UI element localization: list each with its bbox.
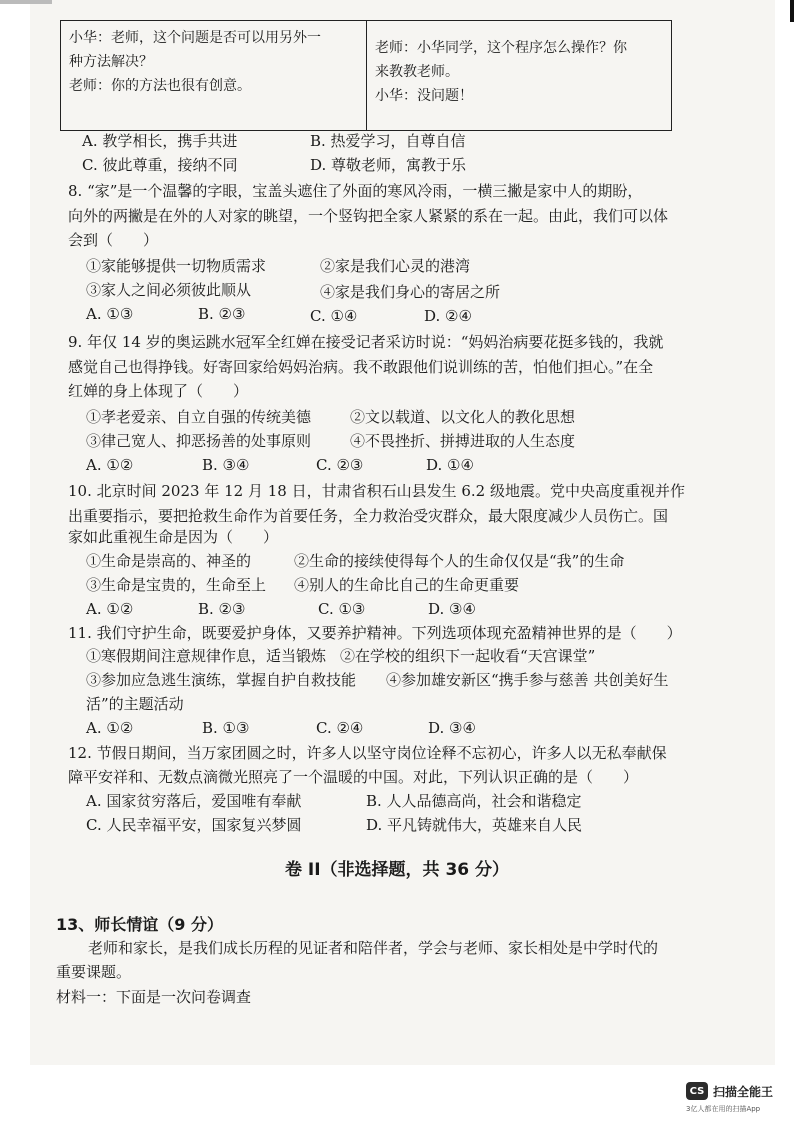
q11-option-c: C. ②④: [316, 719, 364, 737]
q10-stem-line-1: 10. 北京时间 2023 年 12 月 18 日，甘肃省积石山县发生 6.2 级地震。党中央高度重视并作: [68, 482, 685, 500]
q10-statement-1: ①生命是崇高的、神圣的: [86, 552, 252, 570]
q12-option-b: B. 人人品德高尚，社会和谐稳定: [366, 792, 582, 810]
q13-paragraph-line-1: 老师和家长，是我们成长历程的见证者和陪伴者，学会与老师、家长相处是中学时代的: [88, 939, 659, 957]
q9-stem-line-3: 红婵的身上体现了（ ）: [68, 382, 249, 400]
q12-option-d: D. 平凡铸就伟大，英雄来自人民: [366, 816, 583, 834]
q13-paragraph-line-2: 重要课题。: [56, 963, 132, 981]
q7-option-a: A. 教学相长，携手共进: [82, 132, 238, 150]
q8-option-a: A. ①③: [86, 305, 134, 323]
dialogue-right-line-1: 老师：小华同学，这个程序怎么操作？你: [375, 40, 627, 56]
q11-option-d: D. ③④: [428, 719, 476, 737]
scanner-logo: [686, 1082, 773, 1100]
q10-stem-line-2: 出重要指示，要把抢救生命作为首要任务，全力救治受灾群众，最大限度减少人员伤亡。国: [68, 507, 669, 525]
q11-option-a: A. ①②: [86, 719, 134, 737]
page-edge-shadow: [0, 0, 52, 4]
q8-statement-2: ②家是我们心灵的港湾: [320, 257, 471, 275]
cs-logo-icon: CS: [686, 1082, 708, 1100]
q11-statement-2: ②在学校的组织下一起收看“天宫课堂”: [340, 647, 596, 665]
dialogue-right-line-2: 来教教老师。: [375, 64, 459, 80]
q10-option-d: D. ③④: [428, 600, 476, 618]
q11-statement-1: ①寒假期间注意规律作息，适当锻炼: [86, 647, 327, 665]
dialogue-right-line-3: 小华：没问题！: [375, 88, 473, 104]
q12-stem-line-2: 障平安祥和、无数点滴微光照亮了一个温暖的中国。对此，下列认识正确的是（ ）: [68, 768, 639, 786]
q12-option-a: A. 国家贫穷落后，爱国唯有奉献: [86, 792, 302, 810]
q10-option-a: A. ①②: [86, 600, 134, 618]
q9-option-b: B. ③④: [202, 456, 250, 474]
q11-statement-4: ④参加雄安新区“携手参与慈善 共创美好生: [386, 671, 669, 689]
q7-option-c: C. 彼此尊重，接纳不同: [82, 156, 238, 174]
q12-stem-line-1: 12. 节假日期间，当万家团圆之时，许多人以坚守岗位诠释不忘初心，许多人以无私奉献保: [68, 744, 667, 762]
scanner-logo-name: 扫描全能王: [713, 1084, 774, 1099]
q8-statement-3: ③家人之间必须彼此顺从: [86, 281, 252, 299]
q9-statement-2: ②文以载道、以文化人的教化思想: [350, 408, 576, 426]
q11-statement-3: ③参加应急逃生演练，掌握自护自救技能: [86, 671, 357, 689]
q11-statement-4-cont: 活”的主题活动: [86, 695, 184, 713]
q8-statement-1: ①家能够提供一切物质需求: [86, 257, 267, 275]
q9-statement-3: ③律己宽人、抑恶扬善的处事原则: [86, 432, 312, 450]
dialogue-left-line-3: 老师：你的方法也很有创意。: [69, 78, 251, 94]
dialogue-left-line-2: 种方法解决？: [69, 54, 153, 70]
q10-stem-line-3: 家如此重视生命是因为（ ）: [68, 528, 279, 546]
q10-statement-4: ④别人的生命比自己的生命更重要: [294, 576, 520, 594]
q12-option-c: C. 人民幸福平安，国家复兴梦圆: [86, 816, 302, 834]
q9-option-d: D. ①④: [426, 456, 474, 474]
dialogue-left-line-1: 小华：老师，这个问题是否可以用另外一: [69, 30, 321, 46]
q8-stem-line-3: 会到（ ）: [68, 231, 159, 249]
q10-statement-3: ③生命是宝贵的，生命至上: [86, 576, 267, 594]
q13-title: 13、师长情谊（9 分）: [56, 915, 223, 934]
section-2-title: 卷 II（非选择题，共 36 分）: [284, 860, 510, 880]
q8-option-d: D. ②④: [424, 307, 472, 325]
q11-stem-line-1: 11. 我们守护生命，既要爱护身体，又要养护精神。下列选项体现充盈精神世界的是（ ）: [68, 624, 682, 642]
q9-stem-line-2: 感觉自己也得挣钱。好寄回家给妈妈治病。我不敢跟他们说训练的苦，怕他们担心。”在全: [68, 358, 654, 376]
dialogue-cell-left: [61, 21, 367, 130]
q9-option-c: C. ②③: [316, 456, 364, 474]
q9-statement-1: ①孝老爱亲、自立自强的传统美德: [86, 408, 312, 426]
dialogue-cell-right: [367, 21, 671, 130]
q10-statement-2: ②生命的接续使得每个人的生命仅仅是“我”的生命: [294, 552, 625, 570]
q8-stem-line-2: 向外的两撇是在外的人对家的眺望，一个竖钩把全家人紧紧的系在一起。由此，我们可以体: [68, 207, 669, 225]
q9-statement-4: ④不畏挫折、拼搏进取的人生态度: [350, 432, 576, 450]
q8-option-b: B. ②③: [198, 305, 246, 323]
q8-stem-line-1: 8. “家”是一个温馨的字眼，宝盖头遮住了外面的寒风冷雨，一横三撇是家中人的期盼，: [68, 182, 643, 200]
q10-option-b: B. ②③: [198, 600, 246, 618]
q8-option-c: C. ①④: [310, 307, 358, 325]
q9-stem-line-1: 9. 年仅 14 岁的奥运跳水冠军全红婵在接受记者采访时说：“妈妈治病要花挺多钱的，我就: [68, 333, 664, 351]
page-edge-mark: [790, 0, 794, 22]
q7-option-b: B. 热爱学习，自尊自信: [310, 132, 466, 150]
dialogue-table: [60, 20, 672, 131]
q10-option-c: C. ①③: [318, 600, 366, 618]
q8-statement-4: ④家是我们身心的寄居之所: [320, 283, 501, 301]
q9-option-a: A. ①②: [86, 456, 134, 474]
scanner-logo-tagline: 3亿人都在用的扫描App: [686, 1105, 761, 1113]
q11-option-b: B. ①③: [202, 719, 250, 737]
q7-option-d: D. 尊敬老师，寓教于乐: [310, 156, 467, 174]
q13-material-1: 材料一：下面是一次问卷调查: [56, 988, 252, 1006]
